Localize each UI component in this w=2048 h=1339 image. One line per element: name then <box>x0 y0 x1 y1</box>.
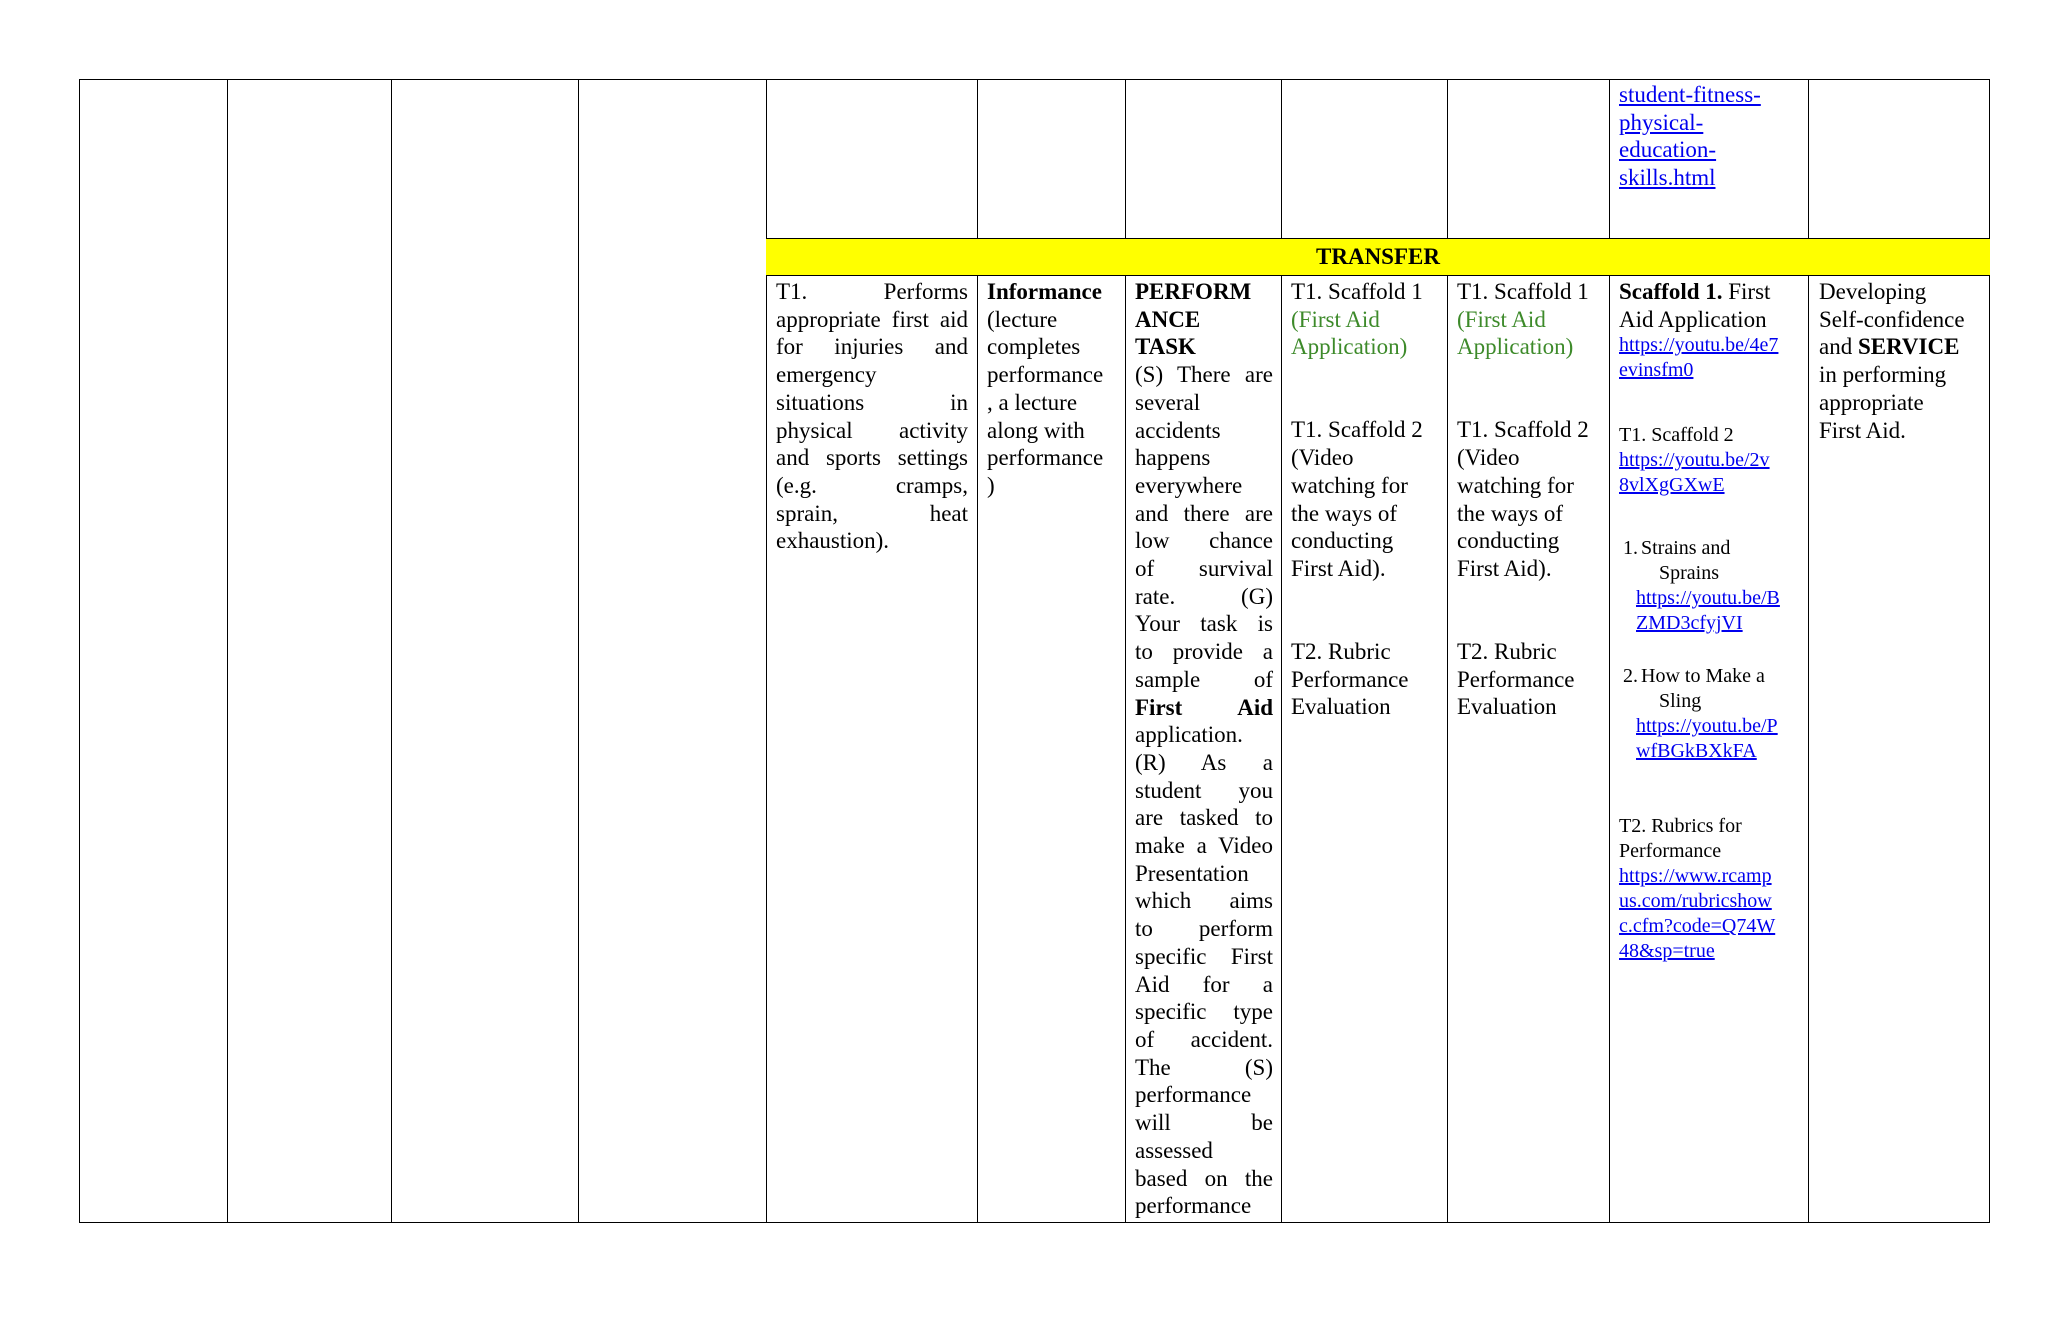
strategy-line: completes <box>987 334 1081 360</box>
task-line: (R) As a <box>1135 749 1273 775</box>
list-item-title: Strains and <box>1641 537 1731 560</box>
values-line: Developing <box>1819 279 1927 304</box>
task-title: PERFORM <box>1135 279 1252 304</box>
task-line: performance <box>1135 1193 1252 1219</box>
task-line: several <box>1135 389 1201 415</box>
values-line <box>1819 333 1985 361</box>
competency-line: appropriate first aid <box>776 306 968 332</box>
scaffold-1-label: T1. Scaffold 1 <box>1291 279 1423 304</box>
rubric-label: Performance <box>1457 666 1575 692</box>
strategy-title: Informance <box>987 279 1102 304</box>
link-text[interactable]: skills.html <box>1619 165 1716 191</box>
assessment-cell-a <box>1291 278 1441 721</box>
scaffold-2-label: T1. Scaffold 2 <box>1619 424 1734 447</box>
section-header-transfer: TRANSFER <box>766 238 1990 276</box>
task-line: accidents <box>1135 417 1221 443</box>
list-item-title: Sprains <box>1659 562 1719 585</box>
rubric-link[interactable]: https://www.rcamp <box>1619 865 1772 888</box>
video-link[interactable]: https://youtu.be/P <box>1636 715 1778 738</box>
task-line: low chance <box>1135 528 1273 554</box>
task-line: specific type <box>1135 999 1273 1025</box>
list-item-title: Sling <box>1659 690 1702 713</box>
scaffold-1-detail: (First Aid <box>1457 306 1546 332</box>
list-number: 1. <box>1623 537 1638 560</box>
rubric-label: Performance <box>1291 666 1409 692</box>
scaffold-1-rest: First <box>1722 279 1771 304</box>
scaffold-1-detail: Application) <box>1291 334 1408 360</box>
task-line: which aims <box>1135 888 1273 914</box>
scaffold-2-detail: watching for <box>1457 472 1574 498</box>
task-line: based on the <box>1135 1165 1273 1191</box>
scaffold-2-detail: First Aid). <box>1457 556 1552 581</box>
rubric-label: T2. Rubric <box>1457 639 1557 665</box>
performance-task-cell <box>1135 278 1273 1220</box>
column-divider <box>1281 276 1282 1223</box>
video-list <box>1619 536 1803 764</box>
list-item <box>1623 536 1803 636</box>
column-divider <box>1609 276 1610 1223</box>
competency-line: physical activity <box>776 417 968 443</box>
video-link[interactable]: evinsfm0 <box>1619 359 1694 382</box>
competency-line: exhaustion). <box>776 528 890 554</box>
scaffold-2-detail: conducting <box>1291 528 1394 554</box>
values-line: First Aid. <box>1819 417 1906 443</box>
scaffold-1-line2: Aid Application <box>1619 306 1767 332</box>
task-line: student you <box>1135 777 1273 803</box>
task-line: application. <box>1135 722 1243 748</box>
strategy-line: performance <box>987 445 1104 471</box>
strategy-cell <box>987 278 1119 500</box>
task-line: and there are <box>1135 500 1273 526</box>
task-line: specific First <box>1135 943 1273 969</box>
values-line: appropriate <box>1819 389 1924 415</box>
competency-line: and sports settings <box>776 445 968 471</box>
task-line: everywhere <box>1135 472 1243 498</box>
scaffold-2-detail: the ways of <box>1457 500 1564 526</box>
rubric-resource-label: Performance <box>1619 840 1722 863</box>
task-title: ANCE <box>1135 306 1201 332</box>
column-divider <box>1447 79 1448 238</box>
rubric-label: T2. Rubric <box>1291 639 1391 665</box>
rubric-label: Evaluation <box>1291 694 1391 720</box>
scaffold-2-detail: First Aid). <box>1291 556 1386 581</box>
strategy-line: , a lecture <box>987 389 1078 415</box>
curriculum-map-table <box>79 79 1990 1223</box>
video-link[interactable]: ZMD3cfyjVI <box>1636 612 1743 635</box>
scaffold-1-heading <box>1619 278 1803 306</box>
scaffold-2-detail: watching for <box>1291 472 1408 498</box>
task-line: assessed <box>1135 1137 1213 1163</box>
strategy-line: performance <box>987 362 1104 388</box>
column-divider <box>977 79 978 238</box>
scaffold-2-detail: the ways of <box>1291 500 1398 526</box>
video-link[interactable]: https://youtu.be/4e7 <box>1619 334 1779 357</box>
scaffold-1-bold: Scaffold 1. <box>1619 279 1723 304</box>
competency-line: (e.g. cramps, <box>776 472 968 498</box>
list-item <box>1623 664 1803 764</box>
scaffold-2-detail: (Video <box>1291 445 1354 471</box>
column-divider <box>1125 79 1126 238</box>
task-line: sample of <box>1135 666 1273 692</box>
strategy-line: ) <box>987 472 995 498</box>
values-emphasis: SERVICE <box>1857 334 1960 360</box>
task-line: are tasked to <box>1135 805 1273 831</box>
task-line: (S) There are <box>1135 362 1273 388</box>
link-text[interactable]: student-fitness- <box>1619 82 1761 107</box>
task-line: to perform <box>1135 916 1273 942</box>
task-line: First Aid <box>1135 694 1273 720</box>
task-line: performance <box>1135 1082 1252 1108</box>
strategy-line: (lecture <box>987 306 1058 332</box>
task-line: Your task is <box>1135 611 1273 637</box>
competency-cell <box>776 278 968 555</box>
list-number: 2. <box>1623 665 1638 688</box>
task-line: Presentation <box>1135 860 1249 886</box>
column-divider <box>1281 79 1282 238</box>
column-divider <box>227 79 228 1223</box>
task-line: Aid for a <box>1135 971 1273 997</box>
rubric-resource-label: T2. Rubrics for <box>1619 815 1742 838</box>
competency-line: situations in <box>776 389 968 415</box>
video-link[interactable]: wfBGkBXkFA <box>1636 740 1757 763</box>
competency-line: for injuries and <box>776 334 968 360</box>
task-line: of survival <box>1135 556 1273 582</box>
task-line: to provide a <box>1135 639 1273 665</box>
scaffold-2-detail: (Video <box>1457 445 1520 471</box>
competency-line: T1. Performs <box>776 279 968 304</box>
task-line: will be <box>1135 1110 1273 1136</box>
assessment-cell-b <box>1457 278 1605 721</box>
scaffold-1-detail: (First Aid <box>1291 306 1380 332</box>
scaffold-1-detail: Application) <box>1457 334 1574 360</box>
column-divider <box>977 276 978 1223</box>
column-divider <box>1609 79 1610 238</box>
video-link[interactable]: https://youtu.be/2v <box>1619 449 1770 472</box>
task-title: TASK <box>1135 334 1196 360</box>
video-link[interactable]: https://youtu.be/B <box>1636 587 1780 610</box>
task-line: rate. (G) <box>1135 583 1273 609</box>
competency-line: emergency <box>776 362 877 388</box>
values-line: in performing <box>1819 362 1947 388</box>
link-text[interactable]: physical- <box>1619 109 1704 135</box>
column-divider <box>391 79 392 1223</box>
task-line: The (S) <box>1135 1054 1273 1080</box>
scaffold-1-label: T1. Scaffold 1 <box>1457 279 1589 304</box>
list-item-title: How to Make a <box>1641 665 1765 688</box>
task-line: of accident. <box>1135 1026 1273 1052</box>
values-cell <box>1819 278 1985 444</box>
resource-link-continued[interactable] <box>1619 81 1801 192</box>
link-text[interactable]: education- <box>1619 137 1717 163</box>
scaffold-2-label: T1. Scaffold 2 <box>1291 417 1423 443</box>
column-divider <box>1447 276 1448 1223</box>
rubric-label: Evaluation <box>1457 694 1557 720</box>
column-divider <box>1125 276 1126 1223</box>
rubric-link[interactable]: c.cfm?code=Q74W <box>1619 915 1776 938</box>
column-divider <box>578 79 579 1223</box>
rubric-link[interactable]: us.com/rubricshow <box>1619 890 1772 913</box>
column-divider <box>1808 276 1809 1223</box>
values-line: Self-confidence <box>1819 306 1965 332</box>
strategy-line: along with <box>987 417 1085 443</box>
task-line: happens <box>1135 445 1211 471</box>
competency-line: sprain, heat <box>776 500 968 526</box>
scaffold-2-label: T1. Scaffold 2 <box>1457 417 1589 443</box>
rubric-link[interactable]: 48&sp=true <box>1619 940 1715 963</box>
values-text: and <box>1819 334 1858 360</box>
scaffold-2-detail: conducting <box>1457 528 1560 554</box>
video-link[interactable]: 8vlXgGXwE <box>1619 474 1725 497</box>
resources-cell <box>1619 278 1803 964</box>
task-line: make a Video <box>1135 833 1273 859</box>
column-divider <box>1808 79 1809 238</box>
